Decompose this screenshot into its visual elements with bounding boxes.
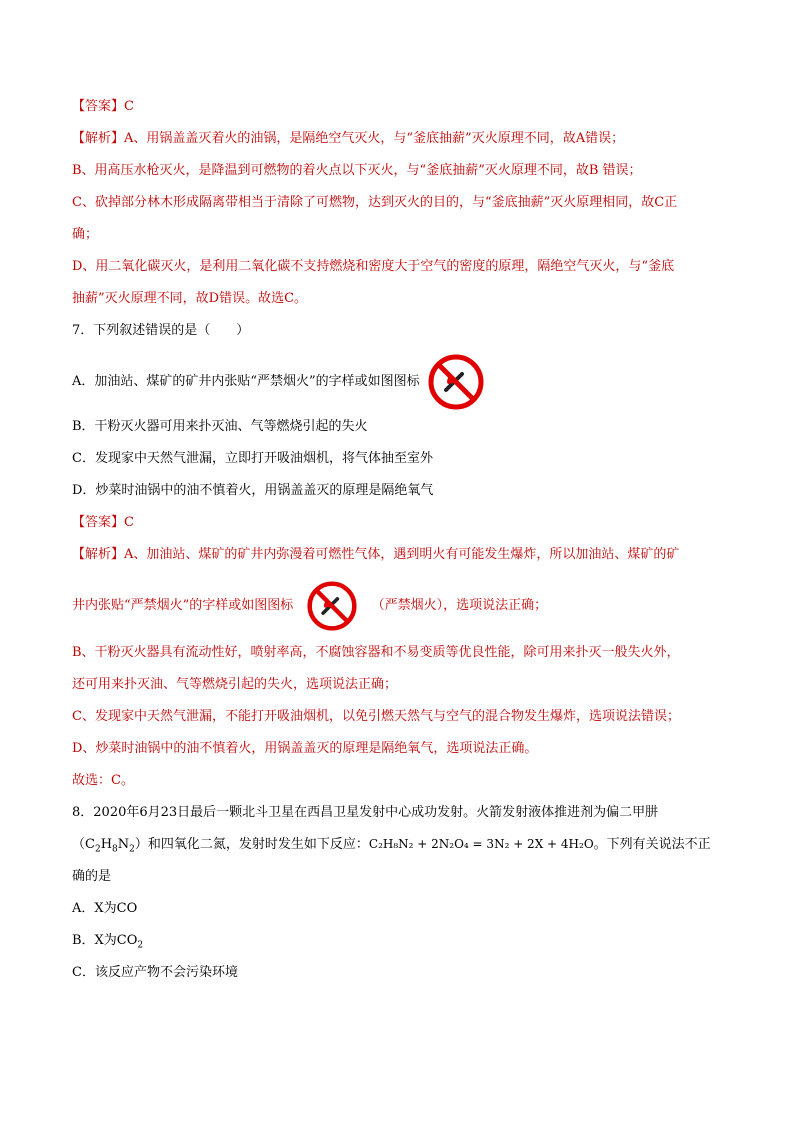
- stem-text: 。下列有关说法不正: [593, 837, 711, 852]
- q7-analysis-a1: [72, 544, 728, 565]
- q7-analysis-b1: B、干粉灭火器具有流动性好，喷射率高，不腐蚀容器和不易变质等优良性能，除可用来扑灭一般失火外，: [72, 645, 680, 660]
- q6-answer-line: [72, 96, 728, 117]
- document-page: [72, 96, 728, 994]
- q7-option-c: C．发现家中天然气泄漏，立即打开吸油烟机，将气体抽至室外: [72, 451, 433, 466]
- q7-option-b: B．干粉灭火器可用来扑灭油、气等燃烧引起的失火: [72, 419, 368, 434]
- stem-text: ）和四氧化二氮，发射时发生如下反应：: [134, 837, 369, 852]
- formula-sub: 2: [129, 844, 135, 855]
- analysis-text: （严禁烟火），选项说法正确；: [371, 598, 548, 613]
- q6-analysis-line-5: D、用二氧化碳灭火，是利用二氧化碳不支持燃烧和密度大于空气的密度的原理，隔绝空气灭火，与“釜底: [72, 259, 675, 274]
- q7-analysis-d: D、炒菜时油锅中的油不慎着火，用锅盖盖灭的原理是隔绝氧气，选项说法正确。: [72, 741, 538, 756]
- analysis-tag: 【解析】: [72, 131, 125, 146]
- formula-text: H: [100, 837, 113, 852]
- q8-option-b: [72, 930, 728, 951]
- q8-stem-3: 确的是: [72, 869, 112, 884]
- answer-value: C: [124, 99, 134, 114]
- q7-analysis-b2: 还可用来扑灭油、气等燃烧引起的失火，选项说法正确；: [72, 677, 398, 692]
- analysis-text: A、加油站、煤矿的矿井内弥漫着可燃性气体，遇到明火有可能发生爆炸，所以加油站、煤矿的矿: [124, 547, 680, 562]
- q8-stem-1: 8．2020年6月23日最后一颗北斗卫星在西昌卫星发射中心成功发射。火箭发射液体推进剂为偏二甲肼: [72, 805, 659, 820]
- no-smoking-icon: [428, 354, 484, 410]
- formula-text: N: [117, 837, 130, 852]
- q6-analysis-line-6: 抽薪”灭火原理不同，故D错误。故选C。: [72, 291, 308, 306]
- q8-option-c: C．该反应产物不会污染环境: [72, 965, 238, 980]
- formula-text: （C: [72, 837, 95, 852]
- answer-tag: 【答案】: [72, 99, 125, 114]
- q6-analysis-line-4: 确；: [72, 227, 99, 242]
- option-text: B．X为CO: [72, 933, 138, 948]
- q7-stem: 7．下列叙述错误的是（ ）: [72, 323, 250, 338]
- q7-option-a: [72, 352, 728, 412]
- q7-analysis-c: C、发现家中天然气泄漏，不能打开吸油烟机，以免引燃天然气与空气的混合物发生爆炸，选项说法错误；: [72, 709, 680, 724]
- q7-conclusion: 故选：C。: [72, 773, 134, 788]
- formula-sub: 2: [94, 844, 101, 855]
- q6-analysis-line-1: [72, 128, 728, 149]
- no-smoking-icon: [307, 581, 357, 631]
- q8-option-a: A．X为CO: [72, 901, 138, 916]
- answer-value: C: [124, 515, 134, 530]
- q7-answer-line: [72, 512, 728, 533]
- analysis-text: 井内张贴“严禁烟火”的字样或如图图标: [72, 598, 294, 613]
- answer-tag: 【答案】: [72, 515, 125, 530]
- q7-option-d: D．炒菜时油锅中的油不慎着火，用锅盖盖灭的原理是隔绝氧气: [72, 483, 434, 498]
- q7-analysis-a2: [72, 576, 728, 636]
- formula-sub: 2: [137, 940, 144, 951]
- q7-option-a-text: A．加油站、煤矿的矿井内张贴“严禁烟火”的字样或如图图标: [72, 374, 420, 389]
- q6-analysis-line-3: C、砍掉部分林木形成隔离带相当于清除了可燃物，达到灭火的目的，与“釜底抽薪”灭火原理相同，故C正: [72, 195, 678, 210]
- reaction-equation: C₂H₈N₂ + 2N₂O₄ = 3N₂ + 2X + 4H₂O: [368, 837, 594, 851]
- analysis-text: A、用锅盖盖灭着火的油锅，是隔绝空气灭火，与“釜底抽薪”灭火原理不同，故A错误；: [124, 131, 625, 146]
- q6-analysis-line-2: B、用高压水枪灭火，是降温到可燃物的着火点以下灭火，与“釜底抽薪”灭火原理不同，故B 错误；: [72, 163, 642, 178]
- formula-sub: 8: [112, 844, 118, 855]
- q8-stem-2: [72, 834, 728, 855]
- analysis-tag: 【解析】: [72, 547, 125, 562]
